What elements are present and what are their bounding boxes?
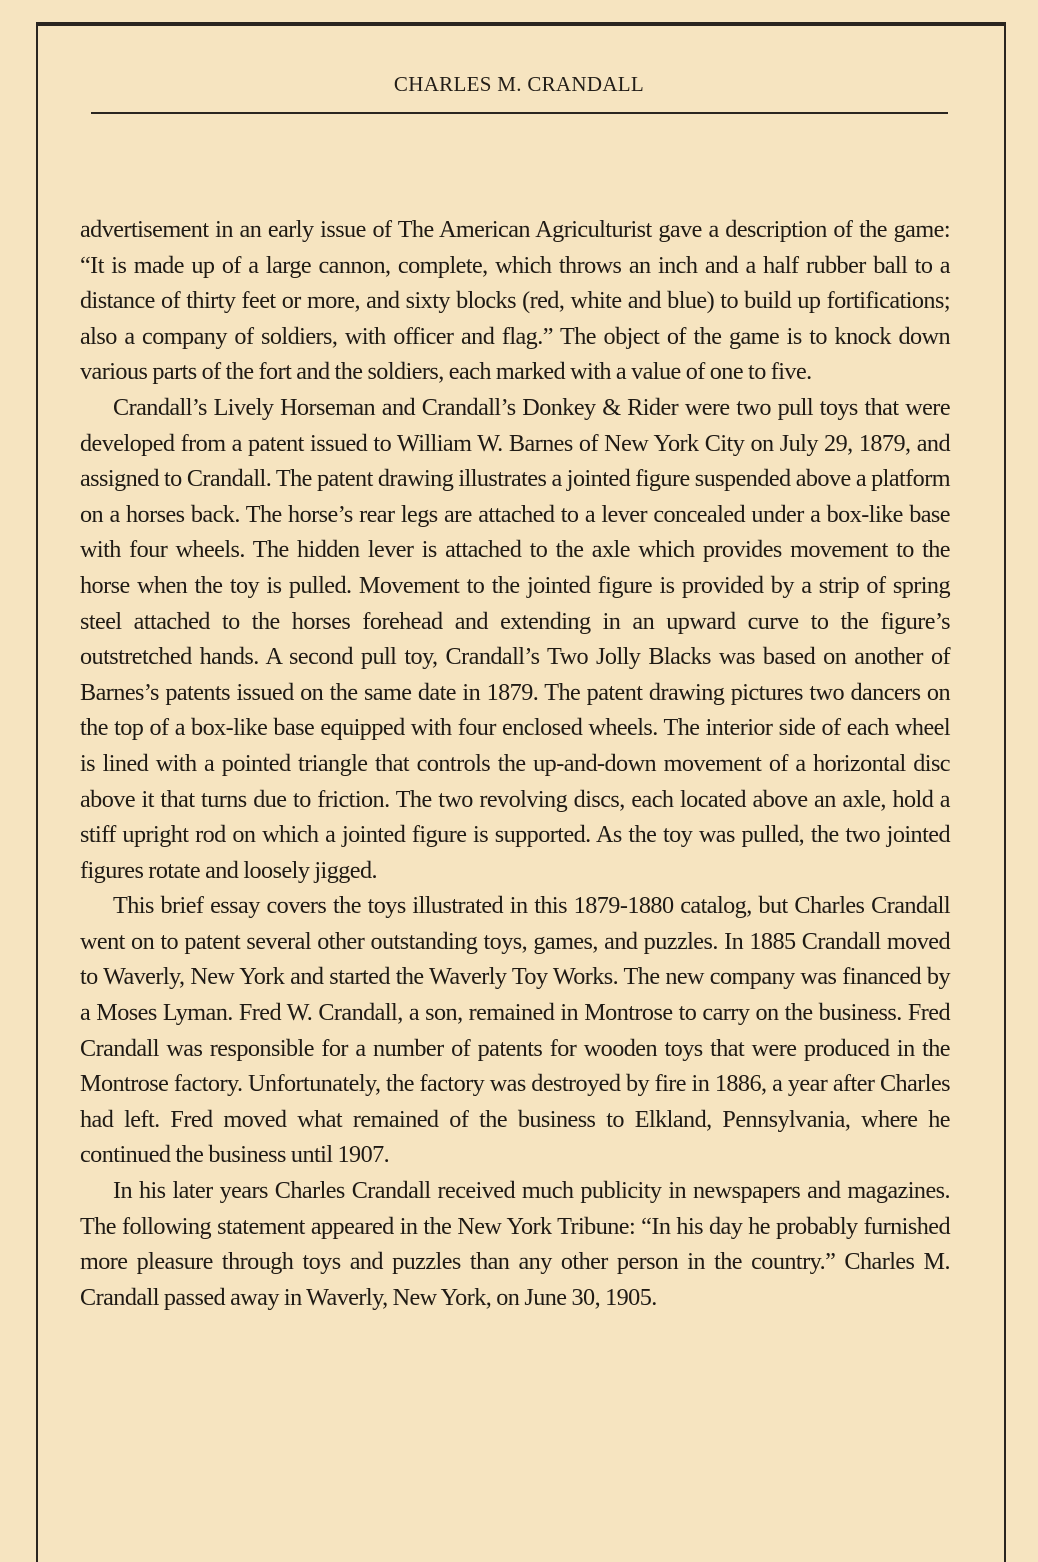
paragraph-waverly-toy-works: This brief essay covers the toys illustrated in this 1879-1880 catalog, but Charles Crandall went on to patent several other outstanding toys, games, and puzzles. In 1885 Crandall moved to Waverly, New York and started the Waverly Toy Works. The new company was financed by a Moses Lyman. Fred W. Crandall, a son, remained in Montrose to carry on the business. Fred Crandall was responsible for a number of patents for wooden toys that were produced in the Montrose factory. Unfortunately, the factory was destroyed by fire in 1886, a year after Charles had left. Fred moved what remained of the business to Elkland, Pennsylvania, where he continued the business until 1907. <box>80 892 950 1169</box>
article-body <box>80 212 950 1315</box>
paragraph-pull-toys: Crandall’s Lively Horseman and Crandall’s Donkey & Rider were two pull toys that were developed from a patent issued to William W. Barnes of New York City on July 29, 1879, and assigned to Crandall. The patent drawing illustrates a jointed figure suspended above a platform on a horses back. The horse’s rear legs are attached to a lever concealed under a box-like base with four wheels. The hidden lever is attached to the axle which provides movement to the horse when the toy is pulled. Movement to the jointed figure is provided by a strip of spring steel attached to the horses forehead and extending in an upward curve to the figure’s outstretched hands. A second pull toy, Crandall’s Two Jolly Blacks was based on another of Barnes’s patents issued on the same date in 1879. The patent drawing pictures two dancers on the top of a box-like base equipped with four enclosed wheels. The interior side of each wheel is lined with a pointed triangle that controls the up-and-down movement of a horizontal disc above it that turns due to friction. The two revolving discs, each located above an axle, hold a stiff upright rod on which a jointed figure is supported. As the toy was pulled, the two jointed figures rotate and loosely jigged. <box>80 393 950 884</box>
paragraph-continued-advertisement: advertisement in an early issue of The American Agriculturist gave a description of the game: “It is made up of a large cannon, complete, which throws an inch and a half rubber ball to a distance of thirty feet or more, and sixty blocks (red, white and blue) to build up fortifications; also a company of soldiers, with officer and flag.” The object of the game is to knock down various parts of the fort and the soldiers, each marked with a value of one to five. <box>80 216 950 386</box>
running-head-title: CHARLES M. CRANDALL <box>393 72 645 96</box>
paragraph-later-years: In his later years Charles Crandall received much publicity in newspapers and magazines. The following statement appeared in the New York Tribune: “In his day he probably furnished more pleasure through toys and puzzles than any other person in the country.” Charles M. Crandall passed away in Waverly, New York, on June 30, 1905. <box>80 1177 950 1311</box>
header-rule <box>91 112 948 114</box>
